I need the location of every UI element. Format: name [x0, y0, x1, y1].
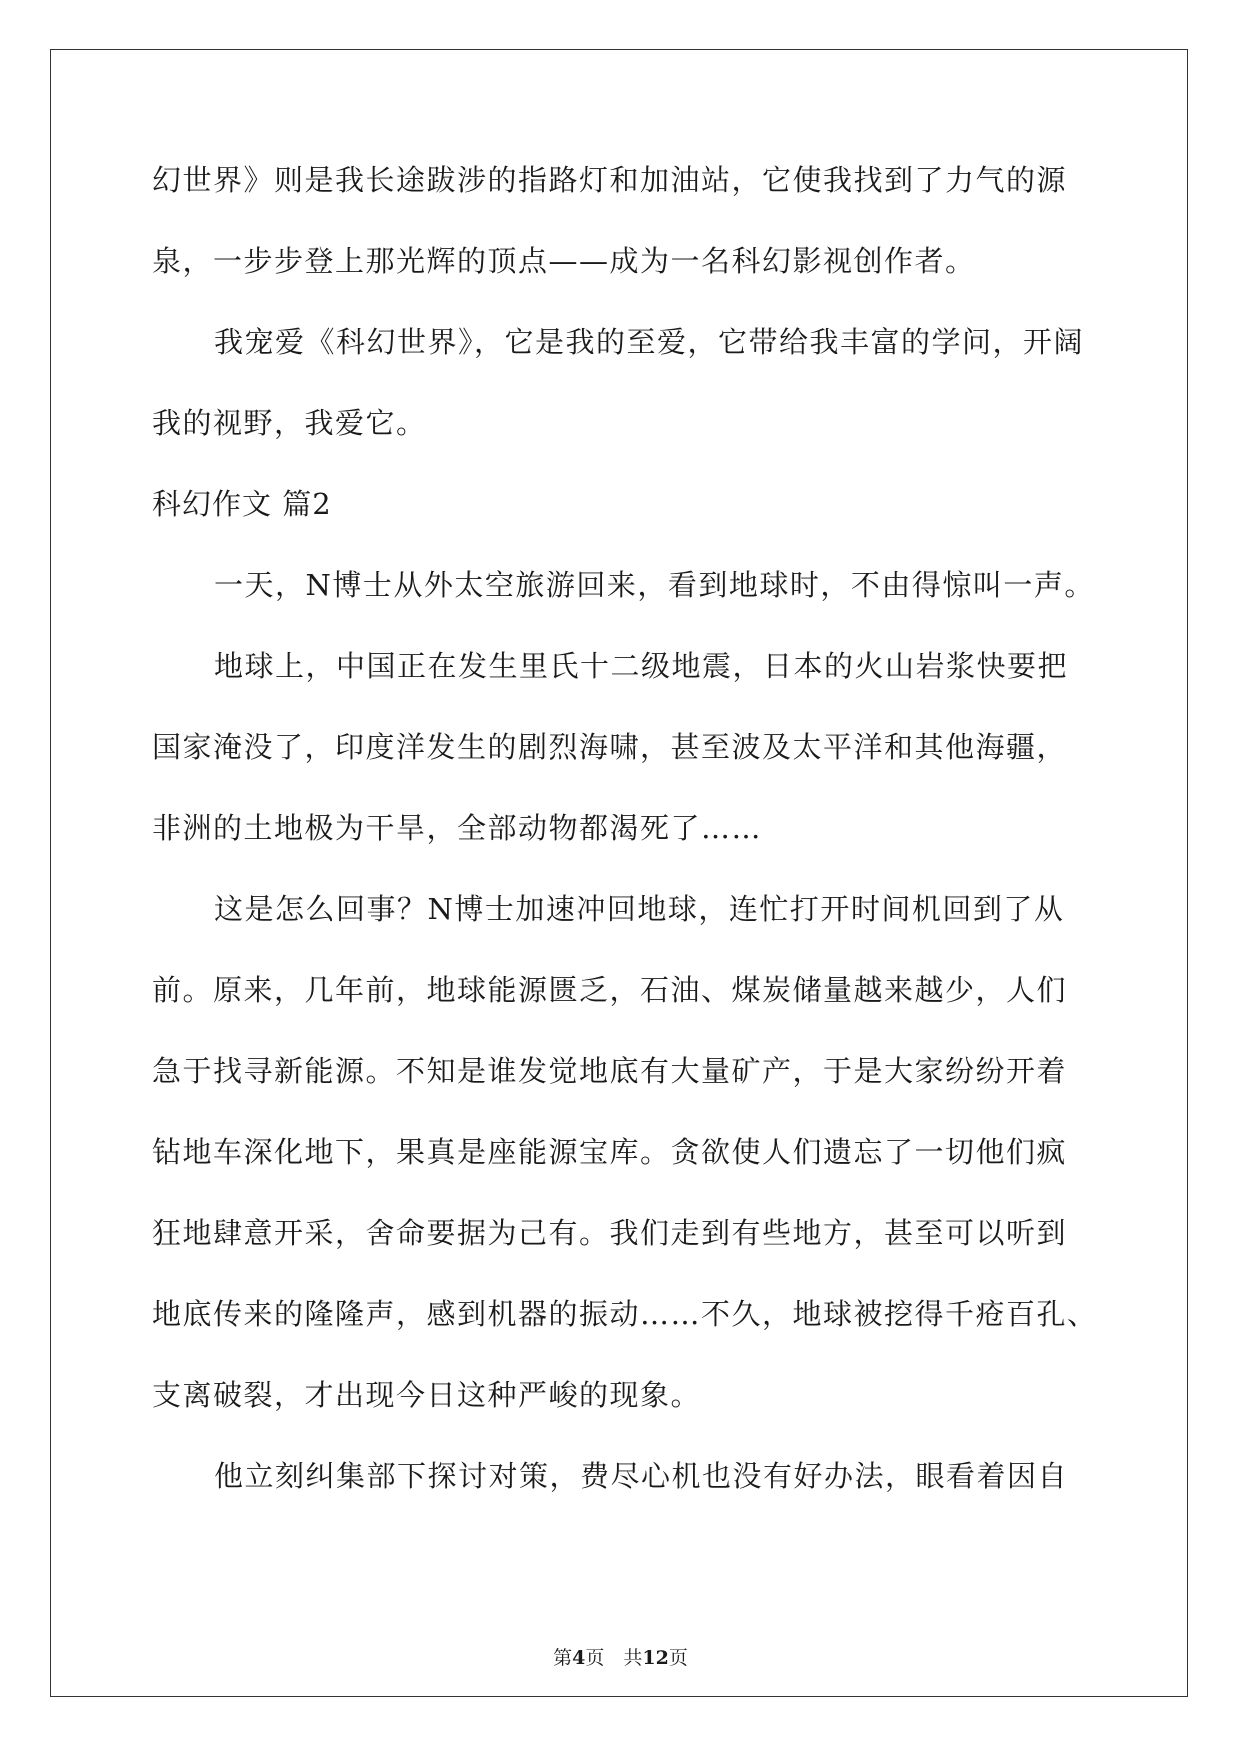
section-heading: 科幻作文 篇2 [152, 487, 332, 521]
text-line: 泉，一步步登上那光辉的顶点——成为一名科幻影视创作者。 [152, 244, 976, 278]
footer-suffix: 页 [668, 1647, 688, 1669]
footer-prefix: 第 [553, 1647, 573, 1669]
text-line: 幻世界》则是我长途跋涉的指路灯和加油站，它使我找到了力气的源 [152, 163, 1068, 197]
text-line: 我宠爱《科幻世界》，它是我的至爱，它带给我丰富的学问，开阔 [214, 325, 1085, 359]
text-line: 狂地肆意开采，舍命要据为己有。我们走到有些地方，甚至可以听到 [152, 1216, 1068, 1250]
text-line: 他立刻纠集部下探讨对策，费尽心机也没有好办法，眼看着因自 [214, 1459, 1069, 1493]
text-line: 前。原来，几年前，地球能源匮乏，石油、煤炭储量越来越少，人们 [152, 973, 1068, 1007]
text-line: 这是怎么回事？N博士加速冲回地球，连忙打开时间机回到了从 [214, 892, 1065, 926]
footer-current-page: 4 [572, 1647, 586, 1669]
text-line: 地球上，中国正在发生里氏十二级地震，日本的火山岩浆快要把 [214, 649, 1069, 683]
footer-total-pages: 12 [642, 1647, 669, 1669]
text-line: 地底传来的隆隆声，感到机器的振动……不久，地球被挖得千疮百孔、 [152, 1297, 1098, 1331]
document-body [152, 160, 1098, 1537]
text-line: 急于找寻新能源。不知是谁发觉地底有大量矿产，于是大家纷纷开着 [152, 1054, 1068, 1088]
text-line: 钻地车深化地下，果真是座能源宝库。贪欲使人们遗忘了一切他们疯 [152, 1135, 1068, 1169]
page-footer [0, 1646, 1241, 1670]
text-line: 我的视野，我爱它。 [152, 406, 427, 440]
text-line: 非洲的土地极为干旱，全部动物都渴死了…… [152, 811, 763, 845]
text-line: 支离破裂，才出现今日这种严峻的现象。 [152, 1378, 702, 1412]
text-line: 一天，N博士从外太空旅游回来，看到地球时，不由得惊叫一声。 [214, 568, 1095, 602]
footer-middle: 页 共 [585, 1647, 643, 1669]
text-line: 国家淹没了，印度洋发生的剧烈海啸，甚至波及太平洋和其他海疆， [152, 730, 1068, 764]
